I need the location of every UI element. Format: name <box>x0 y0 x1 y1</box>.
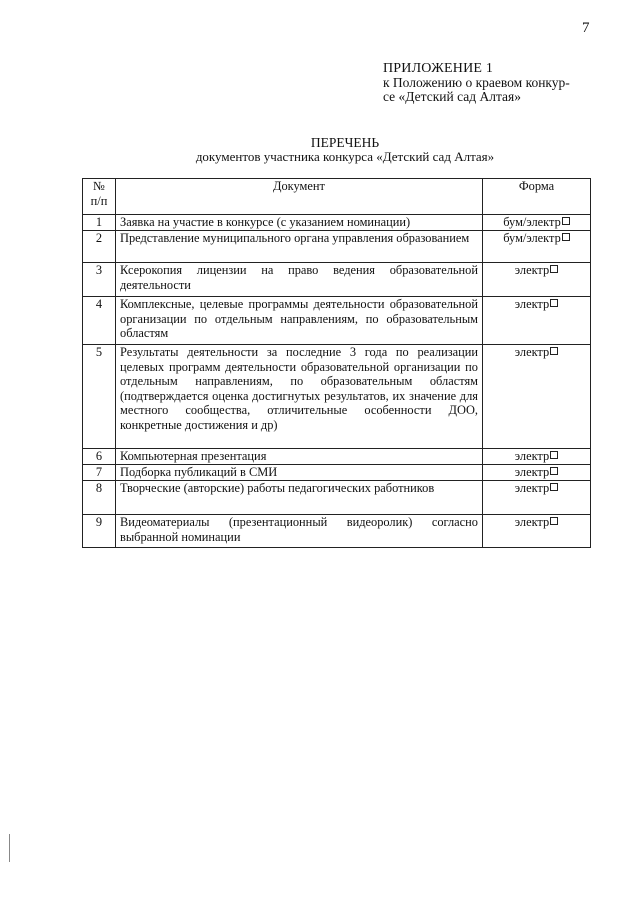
documents-table <box>82 178 591 548</box>
table-row <box>83 345 591 449</box>
page-number: 7 <box>582 20 590 36</box>
appendix-block <box>383 62 603 104</box>
table-row <box>83 297 591 345</box>
row-form-text: электр <box>514 345 550 359</box>
row-number: 4 <box>83 297 116 345</box>
row-form-text: электр <box>514 263 550 277</box>
column-header-number <box>83 179 116 215</box>
row-number: 5 <box>83 345 116 449</box>
table-row <box>83 481 591 515</box>
table-row <box>83 215 591 231</box>
checkbox-icon <box>550 517 558 525</box>
row-form-text: бум/электр <box>503 215 561 229</box>
row-document: Подборка публикаций в СМИ <box>116 465 483 481</box>
row-document: Компьютерная презентация <box>116 449 483 465</box>
appendix-line-2: се «Детский сад Алтая» <box>383 89 521 104</box>
row-number: 1 <box>83 215 116 231</box>
checkbox-icon <box>562 233 570 241</box>
checkbox-icon <box>550 483 558 491</box>
checkbox-icon <box>550 265 558 273</box>
table-row <box>83 449 591 465</box>
row-form <box>483 215 591 231</box>
row-form-text: электр <box>514 465 550 479</box>
checkbox-icon <box>562 217 570 225</box>
row-document: Видеоматериалы (презентационный видеоролик) согласно выбранной номинации <box>116 515 483 548</box>
row-form-text: электр <box>514 297 550 311</box>
row-number: 9 <box>83 515 116 548</box>
appendix-title: ПРИЛОЖЕНИЕ 1 <box>383 61 494 76</box>
row-number: 8 <box>83 481 116 515</box>
row-form-text: электр <box>514 481 550 495</box>
row-form <box>483 231 591 263</box>
table-row <box>83 515 591 548</box>
row-number: 7 <box>83 465 116 481</box>
row-document: Ксерокопия лицензии на право ведения образовательной деятельности <box>116 263 483 297</box>
row-form-text: электр <box>514 449 550 463</box>
table-row <box>83 231 591 263</box>
row-document: Результаты деятельности за последние 3 года по реализации целевых программ деятельности образовательной организации по отдельным направлениям, по образовательным областям (подтверждается оценка достигнутых результатов, их значение для местного сообщества, отличительные особенности ДОО, конкретные достижения и др) <box>116 345 483 449</box>
row-form <box>483 465 591 481</box>
row-number: 6 <box>83 449 116 465</box>
list-heading: ПЕРЕЧЕНЬ <box>310 135 380 150</box>
checkbox-icon <box>550 451 558 459</box>
list-subheading: документов участника конкурса «Детский сад Алтая» <box>195 149 495 164</box>
column-header-form: Форма <box>483 179 591 215</box>
column-header-number-line-2: п/п <box>90 193 108 208</box>
scan-margin-mark <box>9 834 10 862</box>
checkbox-icon <box>550 299 558 307</box>
row-form <box>483 263 591 297</box>
row-document: Представление муниципального органа управления образованием <box>116 231 483 263</box>
row-number: 3 <box>83 263 116 297</box>
appendix-line-1: к Положению о краевом конкур- <box>383 75 570 90</box>
table-header-row <box>83 179 591 215</box>
column-header-number-line-1: № <box>93 179 105 193</box>
row-document: Комплексные, целевые программы деятельности образовательной организации по отдельным направлениям, по образовательным областям <box>116 297 483 345</box>
column-header-document: Документ <box>116 179 483 215</box>
checkbox-icon <box>550 467 558 475</box>
row-document: Заявка на участие в конкурсе (с указанием номинации) <box>116 215 483 231</box>
row-form-text: электр <box>514 515 550 529</box>
row-form <box>483 449 591 465</box>
row-form <box>483 481 591 515</box>
row-form-text: бум/электр <box>503 231 561 245</box>
checkbox-icon <box>550 347 558 355</box>
row-form <box>483 345 591 449</box>
row-document: Творческие (авторские) работы педагогических работников <box>116 481 483 515</box>
row-form <box>483 515 591 548</box>
table-row <box>83 465 591 481</box>
row-form <box>483 297 591 345</box>
row-number: 2 <box>83 231 116 263</box>
table-row <box>83 263 591 297</box>
